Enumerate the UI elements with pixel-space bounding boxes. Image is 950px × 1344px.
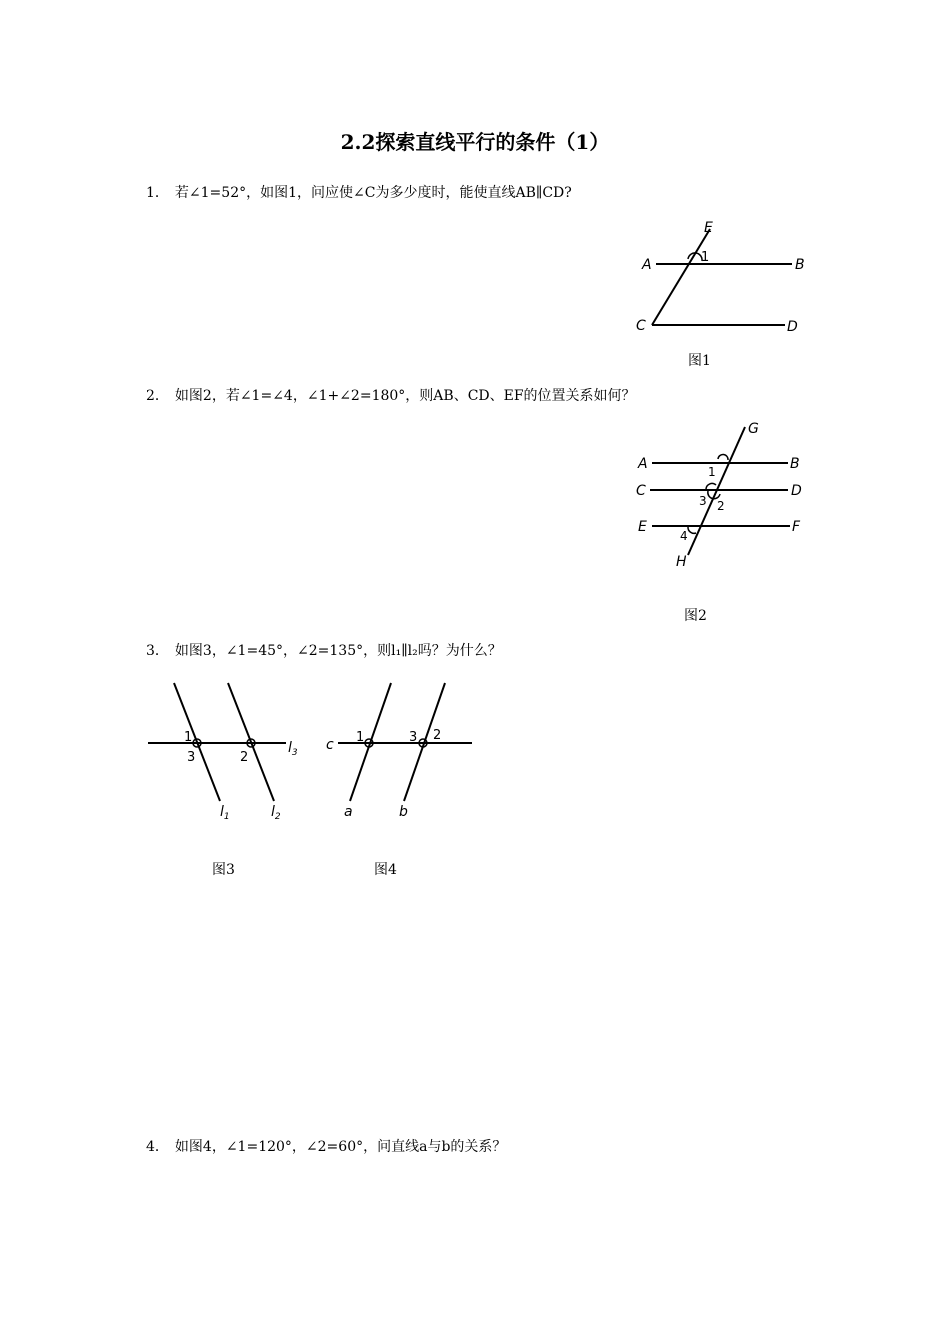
label-d: D xyxy=(791,483,802,499)
label-d: D xyxy=(787,319,798,335)
label-angle-3: 3 xyxy=(187,750,196,765)
label-f: F xyxy=(792,519,801,535)
angle-3-arc xyxy=(706,483,716,489)
label-b: B xyxy=(790,456,800,472)
figure-1-caption: 图1 xyxy=(688,353,711,369)
question-2 xyxy=(146,386,636,406)
question-1-text: 若∠1=52°，如图1，问应使∠C为多少度时，能使直线AB∥CD? xyxy=(174,185,572,201)
label-l2: $l_2$ xyxy=(271,804,281,822)
figure-1-diagram xyxy=(630,215,820,345)
label-e: E xyxy=(638,519,647,535)
question-1 xyxy=(146,183,572,203)
question-2-text: 如图2，若∠1=∠4，∠1+∠2=180°，则AB、CD、EF的位置关系如何？ xyxy=(174,388,636,404)
angle-1-arc xyxy=(718,454,728,460)
figure-3-caption: 图3 xyxy=(212,862,235,878)
label-g: G xyxy=(748,421,759,437)
angle-4-arc xyxy=(688,527,696,533)
question-4-text: 如图4，∠1=120°，∠2=60°，问直线a与b的关系？ xyxy=(174,1139,507,1155)
label-angle-2: 2 xyxy=(240,750,249,765)
question-4-number: 4． xyxy=(146,1139,169,1155)
label-a: A xyxy=(642,257,652,273)
label-a: a xyxy=(344,804,353,820)
figure-4-diagram xyxy=(320,675,485,825)
label-b: b xyxy=(399,804,408,820)
label-angle-4: 4 xyxy=(680,529,688,543)
question-3 xyxy=(146,641,502,661)
page-title: 2.2探索直线平行的条件（1） xyxy=(340,130,610,154)
question-3-text: 如图3，∠1=45°，∠2=135°，则l₁∥l₂吗？为什么？ xyxy=(174,643,502,659)
figure-2-diagram xyxy=(630,415,820,575)
label-angle-1: 1 xyxy=(356,730,365,745)
label-b: B xyxy=(795,257,805,273)
question-2-number: 2． xyxy=(146,388,169,404)
label-angle-1: 1 xyxy=(184,730,193,745)
question-4 xyxy=(146,1137,506,1157)
label-angle-3: 3 xyxy=(409,730,418,745)
label-l3: $l_3$ xyxy=(288,740,298,758)
label-angle-1: 1 xyxy=(701,250,710,265)
figure-4-caption: 图4 xyxy=(374,862,397,878)
label-h: H xyxy=(676,554,687,570)
label-c: C xyxy=(636,318,646,334)
label-c: c xyxy=(326,737,334,753)
line-transversal-ce xyxy=(652,229,710,325)
label-l1: $l_1$ xyxy=(220,804,230,822)
label-e: E xyxy=(704,220,713,236)
label-angle-3: 3 xyxy=(699,494,707,508)
label-a: A xyxy=(638,456,648,472)
question-1-number: 1． xyxy=(146,185,169,201)
label-angle-2: 2 xyxy=(433,728,442,743)
question-3-number: 3． xyxy=(146,643,169,659)
figure-2-caption: 图2 xyxy=(684,608,707,624)
label-angle-1: 1 xyxy=(708,465,716,479)
figure-3-diagram xyxy=(140,675,320,825)
label-angle-2: 2 xyxy=(717,499,725,513)
label-c: C xyxy=(636,483,646,499)
